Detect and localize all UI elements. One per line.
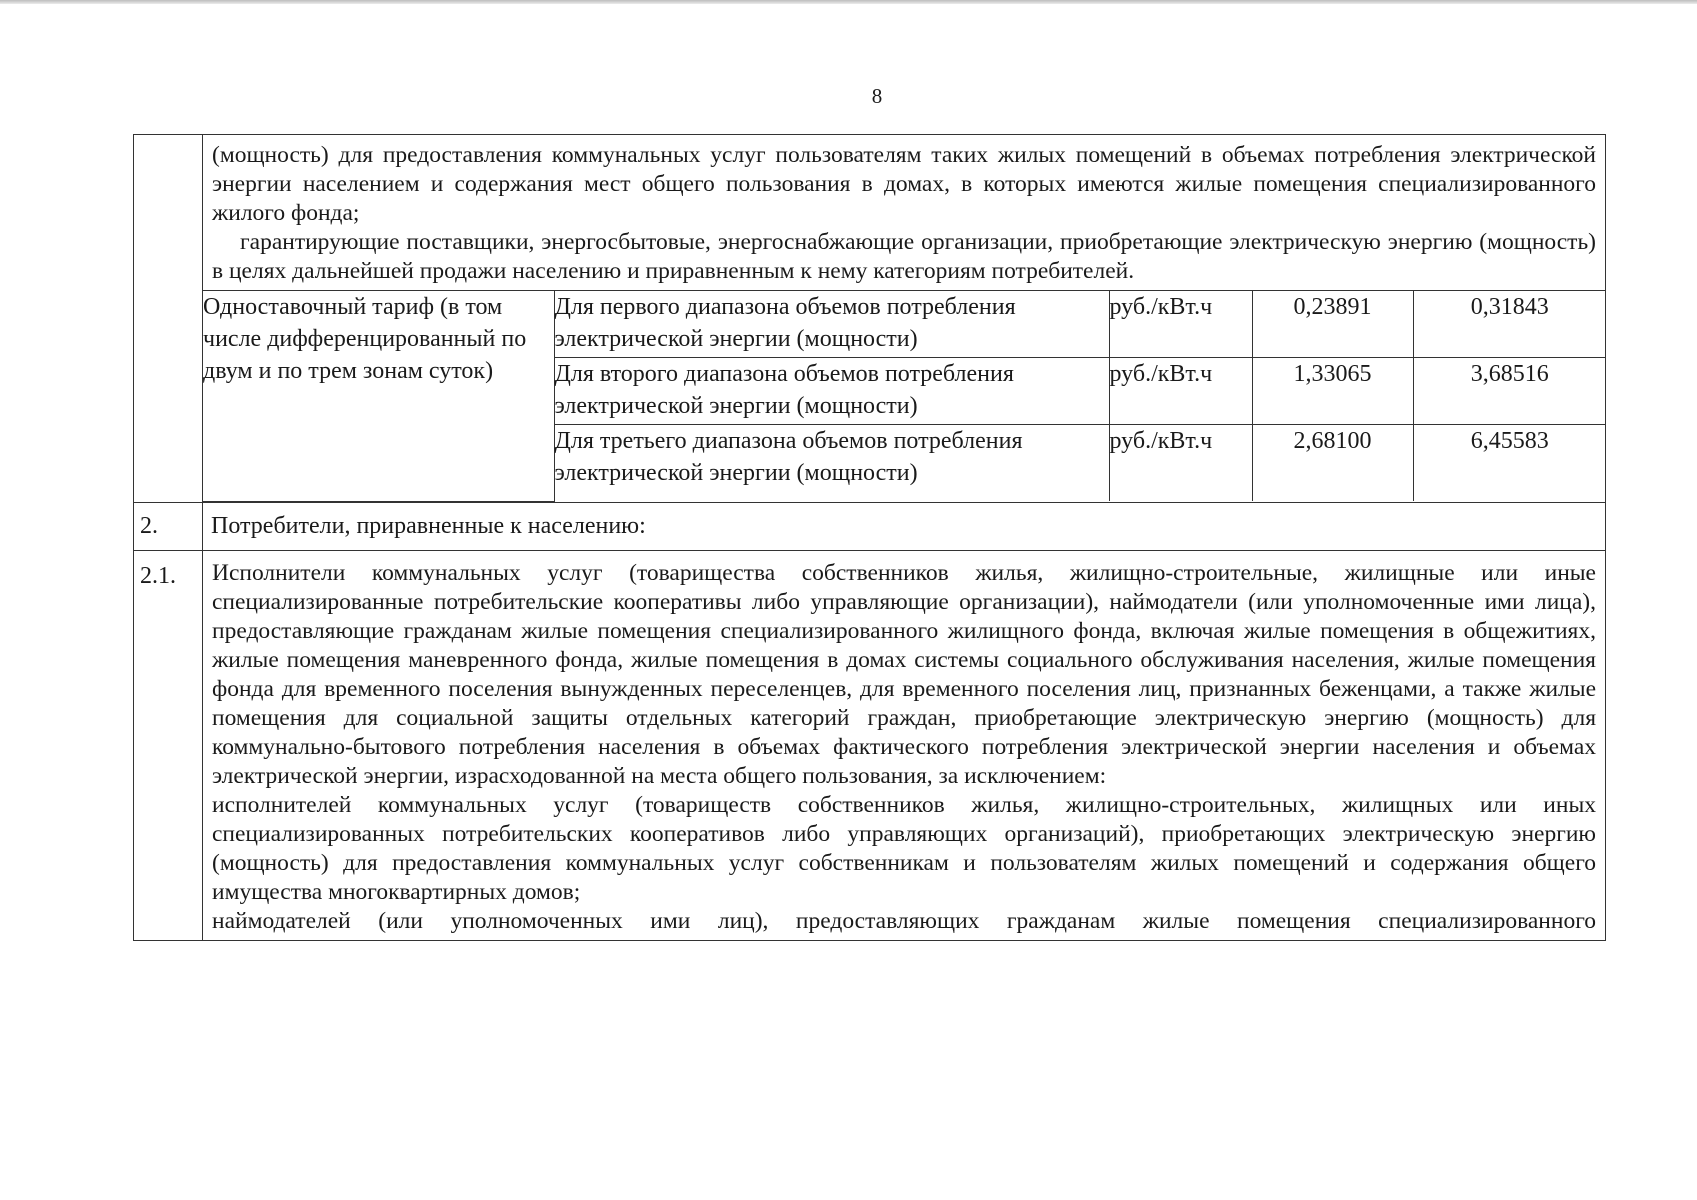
value-2-first: 1,33065 bbox=[1252, 358, 1413, 425]
value-2-second: 3,68516 bbox=[1413, 358, 1606, 425]
tariff-label: Одноставочный тариф (в том числе дифференцированный по двум и по трем зонам суток) bbox=[203, 291, 554, 501]
section-2-1-paragraph-1: Исполнители коммунальных услуг (товарищества собственников жилья, жилищно-строительные, жилищные или иные специализированные потребительские кооперативы либо управляющие организации), наймодатели (или уполномоченные ими лица), предоставляющие гражданам жилые помещения специализированного жилищного фонда, включая жилые помещения в общежитиях, жилые помещения маневренного фонда, жилые помещения в домах системы социального обслуживания населения, жилые помещения фонда для временного поселения вынужденных переселенцев, для временного поселения лиц, признанных беженцами, а также жилые помещения для социальной защиты отдельных категорий граждан, приобретающие электрическую энергию (мощность) для коммунально-бытового потребления населения в объемах фактического потребления электрической энергии населения и объемах электрической энергии, израсходованной на места общего пользования, за исключением: bbox=[212, 559, 1596, 789]
intro-text bbox=[203, 135, 1605, 290]
row-number-cell-empty bbox=[134, 135, 203, 503]
section-2-1-paragraph-3: наймодателей (или уполномоченных ими лиц), предоставляющих гражданам жилые помещения специализированного bbox=[212, 907, 1596, 934]
section-1-continuation-row bbox=[134, 135, 1606, 291]
section-2-1-text bbox=[203, 551, 1605, 940]
value-3-first: 2,68100 bbox=[1252, 425, 1413, 502]
section-2-1-row bbox=[134, 550, 1606, 940]
tariff-range-row bbox=[203, 291, 1606, 358]
intro-paragraph-1: (мощность) для предоставления коммунальных услуг пользователям таких жилых помещений в объемах потребления электрической энергии населением и содержания мест общего пользования в домах, в которых имеются жилые помещения специализированного жилого фонда; bbox=[212, 142, 1596, 226]
section-2-1-paragraph-2: исполнителей коммунальных услуг (товариществ собственников жилья, жилищно-строительных, жилищных или иных специализированных потребительских кооперативов либо управляющих организаций), приобретающих электрическую энергию (мощность) для предоставления коммунальных услуг собственникам и пользователям жилых помещений и содержания общего имущества многоквартирных домов; bbox=[212, 791, 1596, 905]
tariff-document-table bbox=[133, 134, 1606, 941]
unit-2: руб./кВт.ч bbox=[1109, 358, 1252, 425]
tariff-cell bbox=[203, 291, 1606, 503]
intro-paragraph-2: гарантирующие поставщики, энергосбытовые, энергоснабжающие организации, приобретающие электрическую энергию (мощность) в целях дальнейшей продажи населению и приравненным к нему категориям потребителей. bbox=[212, 229, 1596, 284]
tariff-row bbox=[134, 291, 1606, 503]
section-2-row bbox=[134, 502, 1606, 550]
section-2-number: 2. bbox=[134, 502, 203, 550]
range-label-2: Для второго диапазона объемов потребления электрической энергии (мощности) bbox=[554, 358, 1109, 425]
intro-cell bbox=[203, 135, 1606, 291]
section-2-1-number: 2.1. bbox=[134, 550, 203, 940]
scan-top-edge bbox=[0, 0, 1697, 4]
section-2-title: Потребители, приравненные к населению: bbox=[203, 502, 1606, 550]
page-number: 8 bbox=[871, 84, 883, 108]
value-3-second: 6,45583 bbox=[1413, 425, 1606, 502]
section-2-1-cell bbox=[203, 550, 1606, 940]
value-1-second: 0,31843 bbox=[1413, 291, 1606, 358]
value-1-first: 0,23891 bbox=[1252, 291, 1413, 358]
unit-3: руб./кВт.ч bbox=[1109, 425, 1252, 502]
range-label-1: Для первого диапазона объемов потребления электрической энергии (мощности) bbox=[554, 291, 1109, 358]
tariff-subtable bbox=[203, 291, 1606, 502]
range-label-3: Для третьего диапазона объемов потребления электрической энергии (мощности) bbox=[554, 425, 1109, 502]
unit-1: руб./кВт.ч bbox=[1109, 291, 1252, 358]
